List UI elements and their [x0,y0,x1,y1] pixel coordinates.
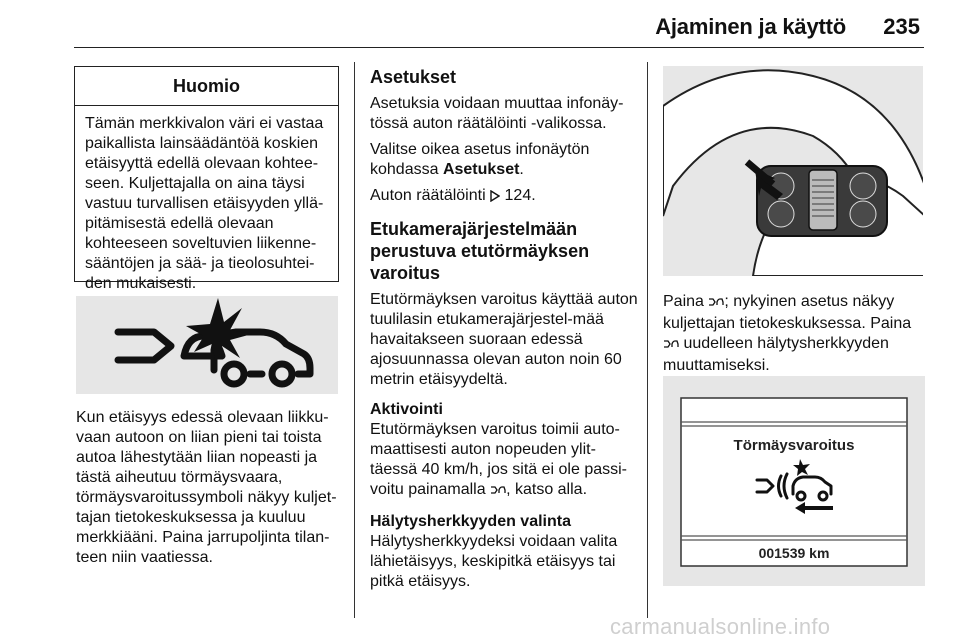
display-odometer: 001539 km [758,545,830,561]
settings-column [370,66,640,592]
settings-label: Asetukset [442,161,520,178]
collision-warning-paragraph: Kun etäisyys edessä olevaan liikku-vaan autoon on liian pieni tai toista autoa lähestytään liian nopeasti ja tästä aiheutuu törmäysvaara, törmäysvaroitussymboli näkyy kuljet-tajan tietokeskuksessa ja kuuluu merkkiääni. Paina jarrupoljinta tilan-teen niin vaatiessa. [76,409,337,566]
collision-warning-button-icon [490,482,506,502]
instructions-text-2: ; nykyinen asetus näkyy kuljettajan tietokeskuksessa. Paina [663,293,912,332]
steering-wheel-illustration [663,66,923,276]
front-collision-warning-paragraph: Etutörmäyksen varoitus käyttää auton tuulilasin etukamerajärjestel-mää havaitakseen suoraan edessä ajosuunnassa olevan auton noin 60 metrin etäisyydeltä. [370,291,638,388]
notice-text: Tämän merkkivalon väri ei vastaa paikallista lainsäädäntöä koskien etäisyyttä edellä olevaan kohtee-seen. Kuljettajalla on aina täysi vastuu turvallisen etäisyyden yllä-pitämisestä edellä olevaan kohteeseen soveltuvien liikenne-sääntöjen ja sää- ja tieolosuhtei-den mukaisesti. [85,115,324,292]
sensitivity-heading: Hälytysherkkyyden valinta [370,513,571,530]
notice-title: Huomio [75,67,338,106]
front-collision-warning-heading: Etukamerajärjestelmään perustuva etutörmäyksen varoitus [370,219,590,283]
collision-warning-button-icon [708,294,724,314]
collision-warning-icon [76,296,338,394]
steering-wheel-button-figure [663,66,923,276]
collision-warning-symbol-figure [76,296,338,394]
header-rule [74,47,924,48]
collision-warning-button-icon [663,336,679,356]
settings-paragraph-1: Asetuksia voidaan muuttaa infonäy-tössä auton räätälöinti -valikossa. [370,95,624,132]
activation-paragraph [370,420,640,502]
activation-text: Etutörmäyksen varoitus toimii auto-maattisesti auton nopeuden ylit-täessä 40 km/h, jos sitä ei ole passi-voitu painamalla [370,421,628,498]
settings-p3-text: Auton räätälöinti [370,187,491,204]
settings-p2-text: Valitse oikea asetus infonäytön kohdassa [370,141,590,178]
settings-heading: Asetukset [370,67,457,87]
column-divider-2 [647,62,648,618]
settings-paragraph-2 [370,140,640,180]
driver-info-display-figure [663,376,925,586]
driver-info-display [663,376,925,586]
sensitivity-paragraph: Hälytysherkkyydeksi voidaan valita lähietäisyys, keskipitkä etäisyys tai pitkä etäisyys. [370,533,618,590]
watermark: carmanualsonline.info [610,614,831,639]
settings-paragraph-3 [370,186,640,208]
page-reference-arrow-icon [490,188,500,208]
running-header: Ajaminen ja käyttö [655,14,846,39]
instructions-text-3: uudelleen hälytysherkkyyden muuttamiseksi. [663,335,889,374]
display-title: Törmäysvaroitus [733,437,855,454]
settings-page-reference: 124. [504,187,536,204]
settings-p2-end: . [519,161,524,178]
page-number: 235 [883,14,920,39]
instructions-text-1: Paina [663,293,709,310]
column-divider-1 [354,62,355,618]
activation-heading: Aktivointi [370,401,443,418]
notice-box [74,66,339,292]
activation-text-end: , katso alla. [506,481,588,498]
sensitivity-instructions-paragraph [663,292,928,376]
